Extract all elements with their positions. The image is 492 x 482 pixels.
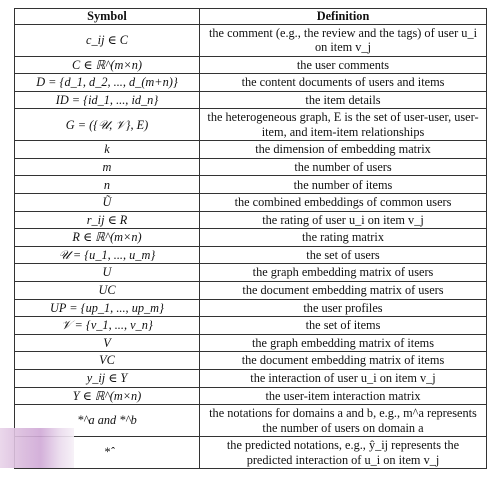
symbol-cell: Ũ — [15, 194, 200, 212]
table-row — [15, 56, 487, 74]
redaction-blur — [0, 428, 74, 468]
definition-cell: the notations for domains a and b, e.g., m^a represents the number of users on domain a — [200, 405, 487, 437]
symbol-cell: r_ij ∈ R — [15, 211, 200, 229]
definition-cell: the number of users — [200, 158, 487, 176]
header-row — [15, 9, 487, 25]
definition-cell: the set of users — [200, 246, 487, 264]
table-row — [15, 282, 487, 300]
symbol-cell: c_ij ∈ C — [15, 24, 200, 56]
definition-cell: the heterogeneous graph, E is the set of user-user, user-item, and item-item relationships — [200, 109, 487, 141]
notation-table-container — [14, 8, 486, 469]
table-row — [15, 299, 487, 317]
symbol-cell: Y ∈ ℝ^(m×n) — [15, 387, 200, 405]
notation-table — [14, 8, 487, 469]
symbol-cell: n — [15, 176, 200, 194]
table-body — [15, 24, 487, 469]
table-row — [15, 229, 487, 247]
table-row — [15, 405, 487, 437]
definition-cell: the document embedding matrix of items — [200, 352, 487, 370]
table-row — [15, 437, 487, 469]
symbol-cell: *̂ — [15, 437, 200, 469]
table-row — [15, 91, 487, 109]
symbol-cell: R ∈ ℝ^(m×n) — [15, 229, 200, 247]
definition-cell: the interaction of user u_i on item v_j — [200, 370, 487, 388]
definition-cell: the user-item interaction matrix — [200, 387, 487, 405]
symbol-cell: *^a and *^b — [15, 405, 200, 437]
table-row — [15, 264, 487, 282]
symbol-cell: UP = {up_1, ..., up_m} — [15, 299, 200, 317]
definition-cell: the rating matrix — [200, 229, 487, 247]
symbol-cell: UC — [15, 282, 200, 300]
symbol-cell: m — [15, 158, 200, 176]
symbol-cell: ID = {id_1, ..., id_n} — [15, 91, 200, 109]
table-row — [15, 211, 487, 229]
symbol-cell: y_ij ∈ Y — [15, 370, 200, 388]
symbol-cell: 𝒱 = {v_1, ..., v_n} — [15, 317, 200, 335]
symbol-cell: 𝒰 = {u_1, ..., u_m} — [15, 246, 200, 264]
definition-cell: the comment (e.g., the review and the tags) of user u_i on item v_j — [200, 24, 487, 56]
symbol-header: Symbol — [15, 9, 200, 25]
table-row — [15, 109, 487, 141]
definition-cell: the rating of user u_i on item v_j — [200, 211, 487, 229]
table-row — [15, 352, 487, 370]
definition-cell: the predicted notations, e.g., ŷ_ij represents the predicted interaction of u_i on item v_j — [200, 437, 487, 469]
definition-cell: the user profiles — [200, 299, 487, 317]
definition-cell: the user comments — [200, 56, 487, 74]
symbol-cell: V — [15, 334, 200, 352]
table-row — [15, 158, 487, 176]
table-row — [15, 246, 487, 264]
definition-cell: the dimension of embedding matrix — [200, 141, 487, 159]
symbol-cell: VC — [15, 352, 200, 370]
table-row — [15, 370, 487, 388]
symbol-cell: D = {d_1, d_2, ..., d_(m+n)} — [15, 74, 200, 92]
definition-cell: the combined embeddings of common users — [200, 194, 487, 212]
definition-cell: the content documents of users and items — [200, 74, 487, 92]
definition-cell: the item details — [200, 91, 487, 109]
definition-cell: the graph embedding matrix of items — [200, 334, 487, 352]
table-row — [15, 317, 487, 335]
definition-cell: the number of items — [200, 176, 487, 194]
table-row — [15, 141, 487, 159]
table-row — [15, 74, 487, 92]
table-row — [15, 24, 487, 56]
symbol-cell: G = ({𝒰, 𝒱}, E) — [15, 109, 200, 141]
table-row — [15, 194, 487, 212]
symbol-cell: C ∈ ℝ^(m×n) — [15, 56, 200, 74]
definition-cell: the set of items — [200, 317, 487, 335]
symbol-cell: U — [15, 264, 200, 282]
definition-cell: the graph embedding matrix of users — [200, 264, 487, 282]
definition-header: Definition — [200, 9, 487, 25]
table-row — [15, 387, 487, 405]
table-row — [15, 176, 487, 194]
table-row — [15, 334, 487, 352]
definition-cell: the document embedding matrix of users — [200, 282, 487, 300]
symbol-cell: k — [15, 141, 200, 159]
